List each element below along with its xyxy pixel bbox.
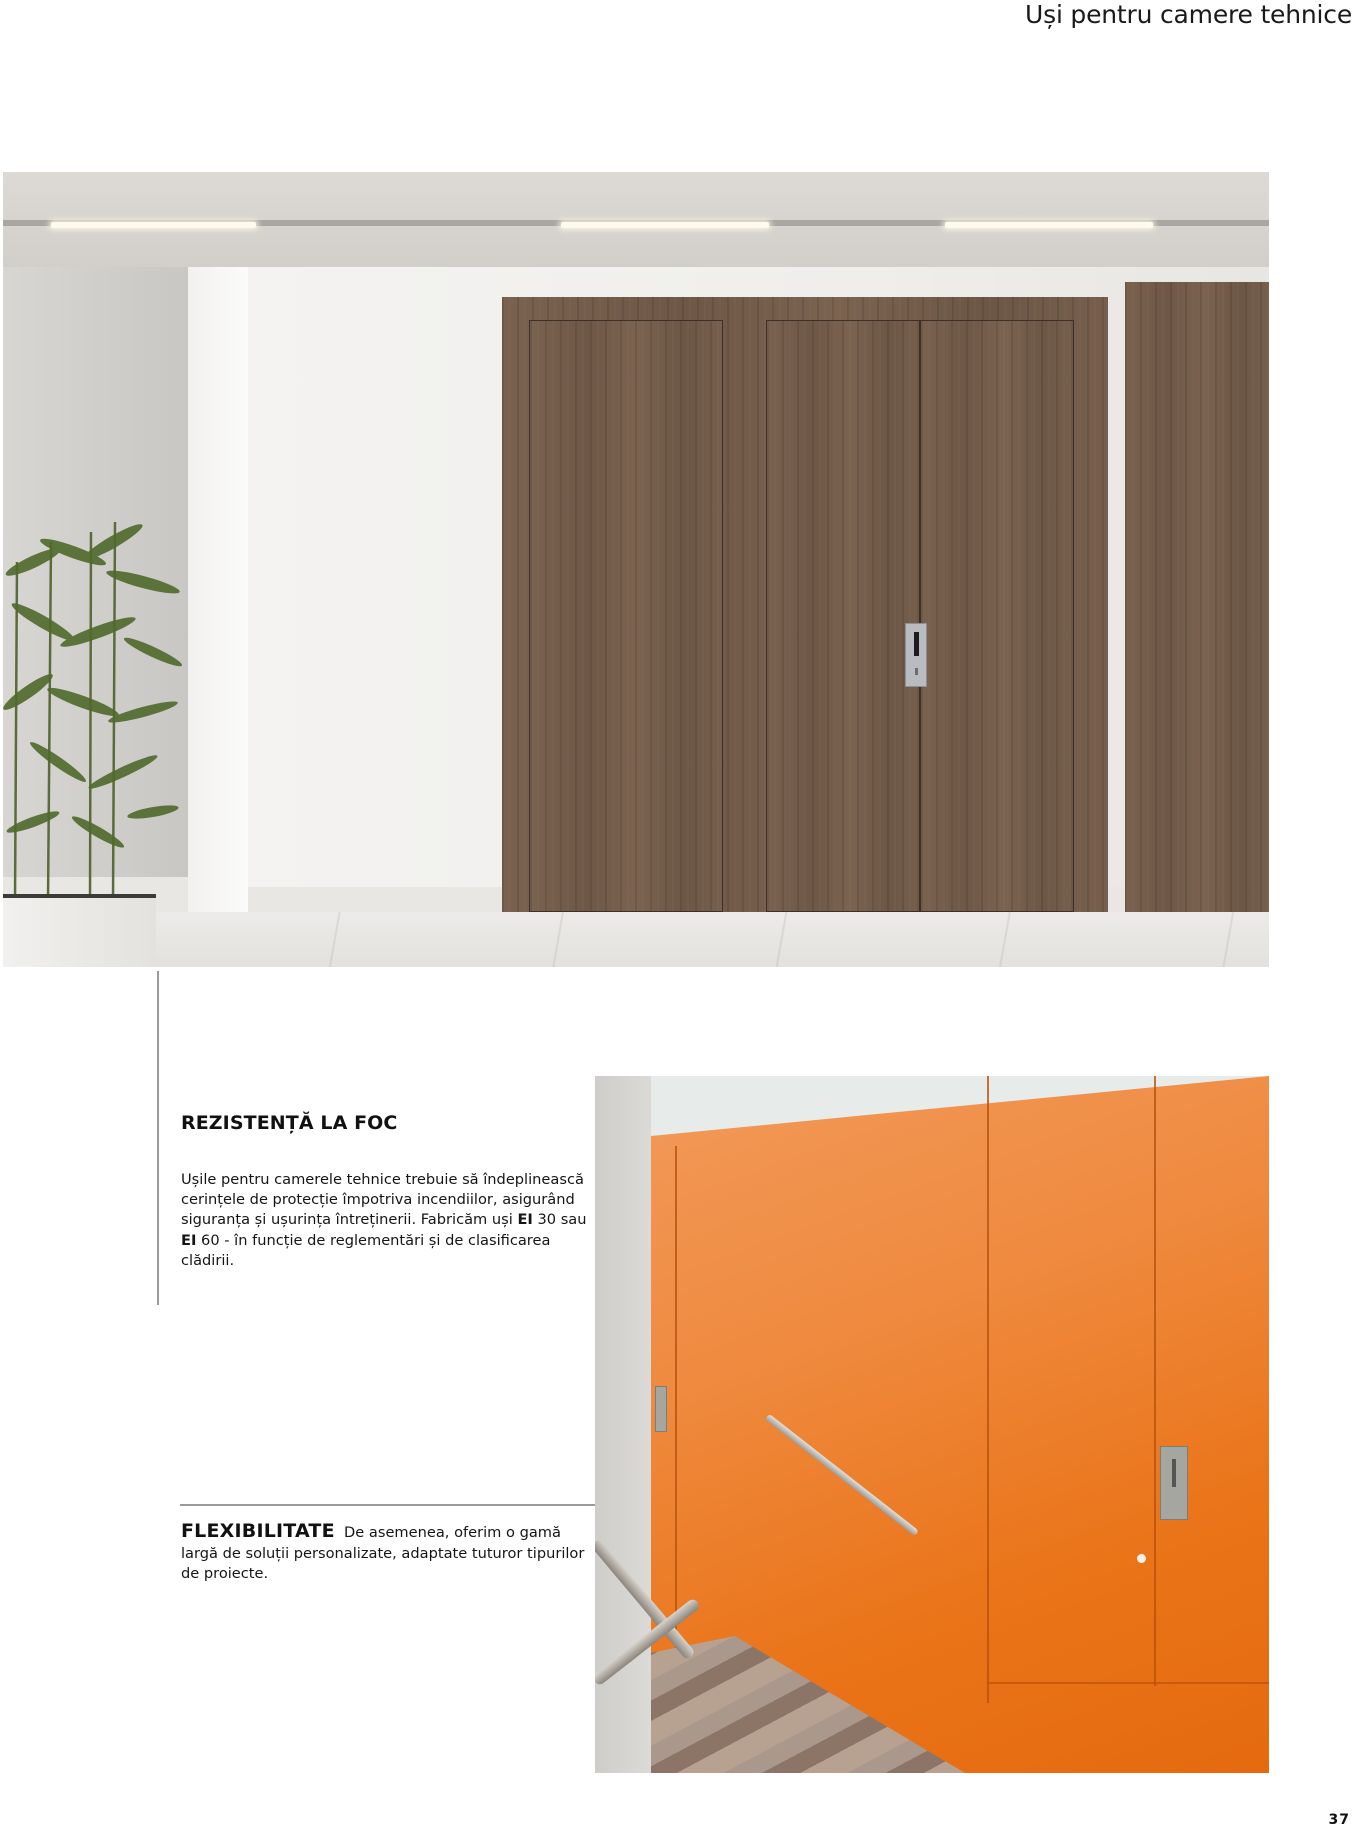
section-body-flexibility: De asemenea, oferim o gamă largă de soluții personalizate, adaptate tuturor tipurilor de proiecte. [181,1524,585,1582]
door-handle-icon [1160,1446,1188,1520]
door-handle-icon [655,1386,667,1432]
door-leaf-right [920,320,1074,912]
wood-side-panel [1125,282,1269,912]
floor-veins [3,912,1269,967]
vertical-divider [157,971,159,1305]
page-number: 37 [1328,1812,1350,1828]
orange-door-stairwell-photo [595,1076,1269,1773]
page-header-title: Uși pentru camere tehnice [1025,0,1352,29]
door-frame [502,297,1108,912]
door-leaf-left [529,320,723,912]
bamboo-plant-icon [3,522,188,902]
door-seam [987,1682,1269,1684]
section-body-fire-resistance: Ușile pentru camerele tehnice trebuie să îndeplinească cerințele de protecție împotriva incendiilor, asigurând siguranța și ușurința întreținerii. Fabricăm uși EI 30 sau EI 60 - în funcție de reglementări și de clasificarea clădirii. [181,1171,587,1269]
ceiling-light [51,222,256,228]
section-heading-fire-resistance: REZISTENȚĂ LA FOC [181,1112,398,1134]
section-heading-flexibility: FLEXIBILITATE [181,1520,335,1542]
door-knob-icon [1137,1554,1146,1563]
planter [3,894,156,967]
pillar [188,267,248,932]
door-seam [987,1076,989,1703]
wood-double-door-photo [3,172,1269,967]
ceiling-light [945,222,1153,228]
section-flexibility [181,1521,591,1585]
door-seam [1154,1076,1156,1686]
ceiling-light [561,222,769,228]
door-handle-icon [905,623,927,687]
door-leaf-center [766,320,920,912]
horizontal-divider [180,1504,595,1506]
